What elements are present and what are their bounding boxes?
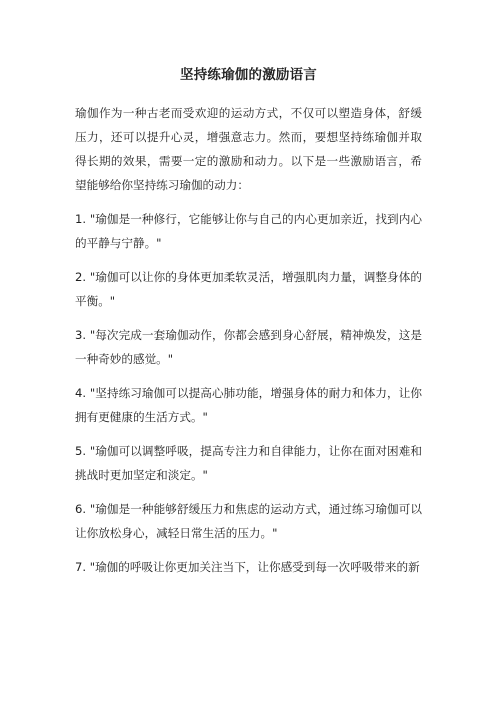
- list-item: [75, 381, 422, 429]
- list-item: [75, 555, 422, 579]
- intro-paragraph: 瑜伽作为一种古老而受欢迎的运动方式，不仅可以塑造身体，舒缓压力，还可以提升心灵，增强意志力。然而，要想坚持练瑜伽并取得长期的效果，需要一定的激励和动力。以下是一些激励语言，希望能够给你坚持练习瑜伽的动力：: [75, 106, 422, 192]
- list-item-text: "瑜伽是一种能够舒缓压力和焦虑的运动方式，通过练习瑜伽可以让你放松身心，减轻日常生活的压力。": [75, 502, 422, 540]
- list-item: [75, 265, 422, 313]
- list-item-number: 7.: [75, 560, 87, 574]
- page-title: 坚持练瑜伽的激励语言: [180, 67, 317, 83]
- list-item-number: 2.: [75, 270, 87, 284]
- list-item-number: 3.: [75, 328, 87, 342]
- list-item-number: 1.: [75, 212, 87, 226]
- list-item-text: "坚持练习瑜伽可以提高心肺功能，增强身体的耐力和体力，让你拥有更健康的生活方式。": [75, 386, 422, 424]
- list-item-text: "瑜伽可以调整呼吸，提高专注力和自律能力，让你在面对困难和挑战时更加坚定和淡定。": [75, 444, 422, 482]
- list-item-text: "瑜伽可以让你的身体更加柔软灵活，增强肌肉力量，调整身体的平衡。": [75, 270, 422, 308]
- list-item-number: 6.: [75, 502, 87, 516]
- list-item-text: "瑜伽的呼吸让你更加关注当下，让你感受到每一次呼吸带来的新: [86, 560, 420, 574]
- list-item-number: 4.: [75, 386, 87, 400]
- list-item-text: "每次完成一套瑜伽动作，你都会感到身心舒展，精神焕发，这是一种奇妙的感觉。": [75, 328, 422, 366]
- list-item: [75, 323, 422, 371]
- list-item: [75, 439, 422, 487]
- list-item: [75, 207, 422, 255]
- list-item-number: 5.: [75, 444, 87, 458]
- list-item: [75, 497, 422, 545]
- list-item-text: "瑜伽是一种修行，它能够让你与自己的内心更加亲近，找到内心的平静与宁静。": [75, 212, 422, 250]
